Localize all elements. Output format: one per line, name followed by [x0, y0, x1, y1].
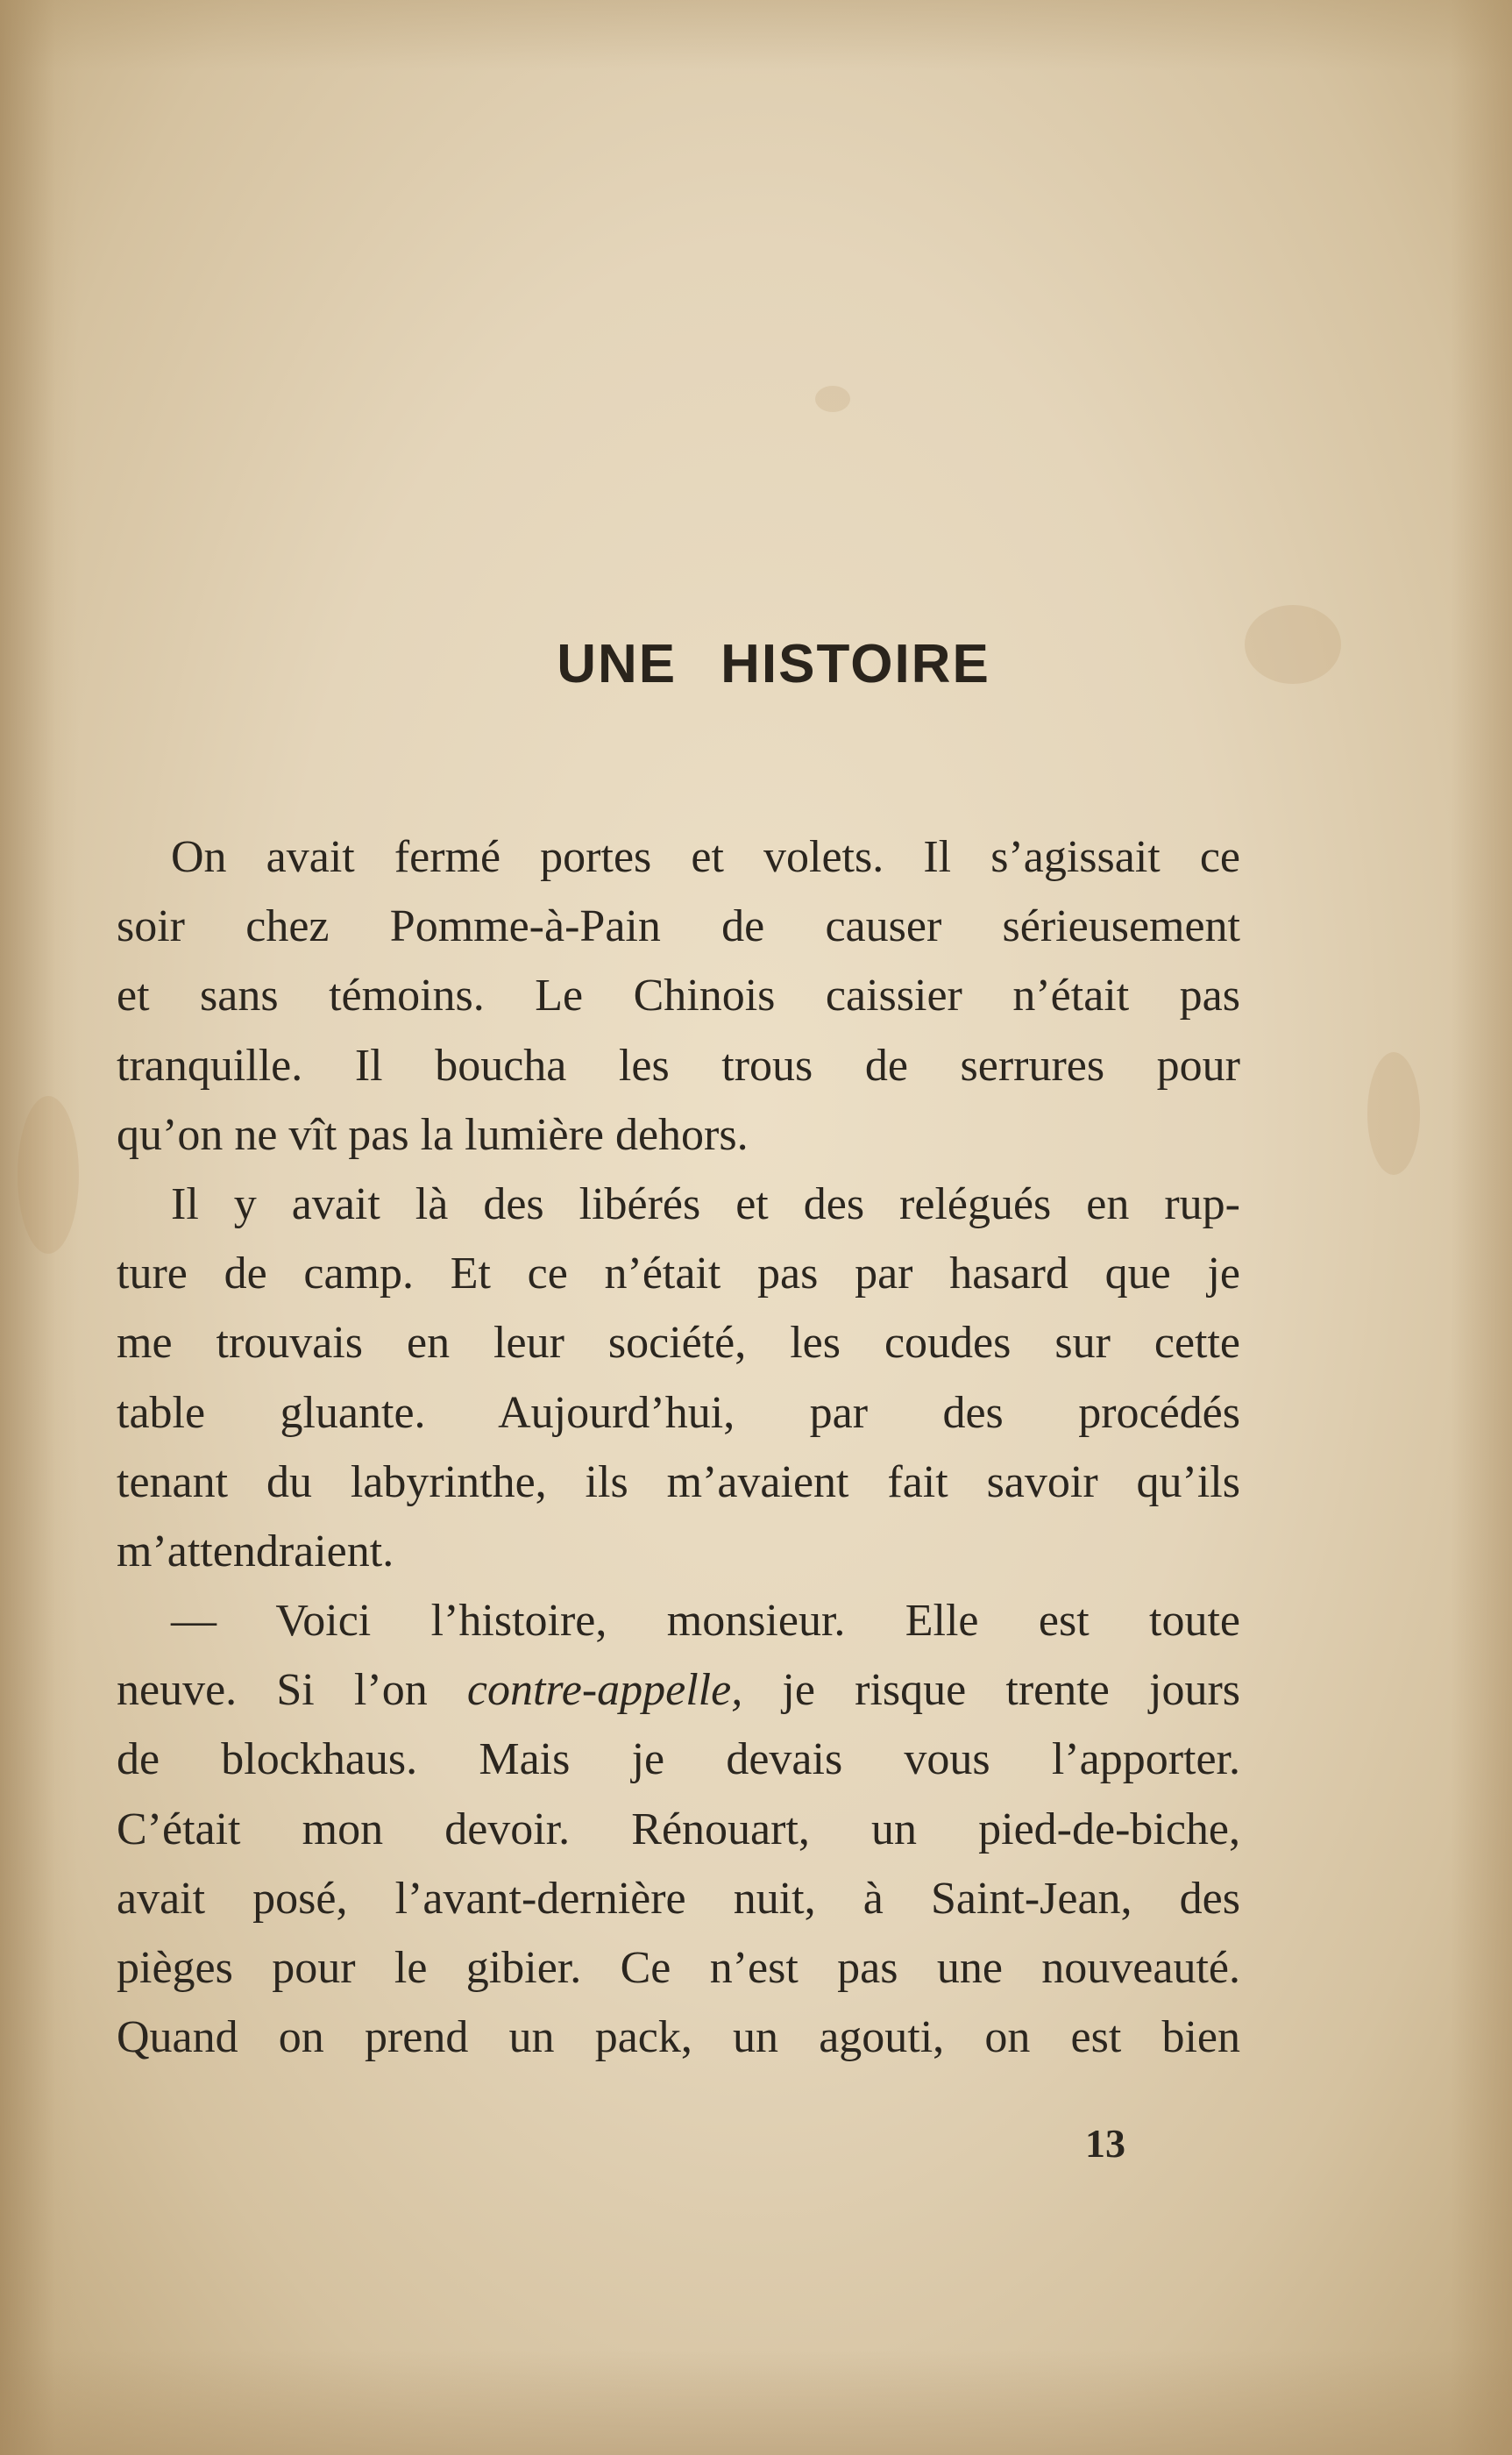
- text-line: tenant du labyrinthe, ils m’avaient fait savoir qu’ils: [117, 1456, 1240, 1507]
- paper-stain: [815, 386, 850, 412]
- text-segment: je risque trente jours: [742, 1665, 1240, 1716]
- body-text: [117, 822, 1240, 2072]
- text-line: — Voici l’histoire, monsieur. Elle est toute: [171, 1596, 1240, 1647]
- text-line: ture de camp. Et ce n’était pas par hasard que je: [117, 1249, 1240, 1299]
- text-line: Il y avait là des libérés et des relégués en rup-: [171, 1178, 1240, 1229]
- chapter-title: [0, 633, 1512, 695]
- text-segment: neuve. Si l’on: [117, 1665, 467, 1716]
- text-line: C’était mon devoir. Rénouart, un pied-de-biche,: [117, 1804, 1240, 1854]
- text-line: qu’on ne vît pas la lumière dehors.: [117, 1109, 749, 1160]
- page-edge-shadow: [1451, 0, 1512, 2455]
- text-line: m’attendraient.: [117, 1526, 394, 1576]
- text-line: table gluante. Aujourd’hui, par des procédés: [117, 1387, 1240, 1438]
- text-line: [117, 1655, 1240, 1725]
- paper-stain: [1367, 1052, 1420, 1175]
- page-bottom-shadow: [0, 2350, 1512, 2455]
- chapter-title-word: HISTOIRE: [721, 633, 990, 694]
- text-line: de blockhaus. Mais je devais vous l’apporter.: [117, 1734, 1240, 1785]
- chapter-title-word: UNE: [557, 633, 678, 694]
- page-top-shadow: [0, 0, 1512, 70]
- text-line: me trouvais en leur société, les coudes sur cette: [117, 1318, 1240, 1369]
- text-line: Quand on prend un pack, un agouti, on est bien: [117, 2012, 1240, 2063]
- text-line: et sans témoins. Le Chinois caissier n’était pas: [117, 971, 1240, 1021]
- page-number: 13: [1085, 2121, 1125, 2166]
- text-line: On avait fermé portes et volets. Il s’agissait ce: [171, 832, 1240, 882]
- paper-stain: [18, 1096, 79, 1254]
- text-line: pièges pour le gibier. Ce n’est pas une nouveauté.: [117, 1943, 1240, 1993]
- italic-word: contre-appelle,: [466, 1665, 743, 1716]
- text-line: avait posé, l’avant-dernière nuit, à Saint-Jean, des: [117, 1873, 1240, 1924]
- text-line: tranquille. Il boucha les trous de serrures pour: [117, 1040, 1240, 1091]
- text-line: soir chez Pomme-à-Pain de causer sérieusement: [117, 901, 1240, 952]
